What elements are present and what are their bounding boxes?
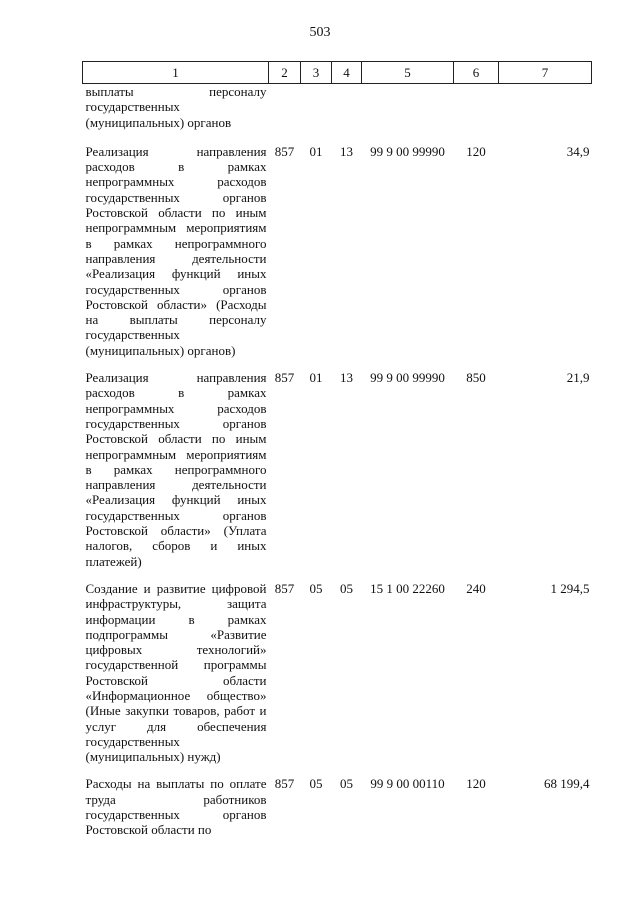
header-col-6: 6 xyxy=(454,62,499,84)
row-section-code: 05 xyxy=(309,776,323,792)
row-amount: 34,9 xyxy=(566,143,590,159)
row-subsection-code: 13 xyxy=(340,370,353,386)
budget-table xyxy=(82,61,592,850)
row-section-code: 01 xyxy=(309,370,323,386)
row-target-code: 99 9 00 00110 xyxy=(370,776,445,792)
row-expense-type: 120 xyxy=(466,143,486,159)
row-amount: 1 294,5 xyxy=(550,580,590,596)
row-section-code: 05 xyxy=(309,580,323,596)
header-col-2: 2 xyxy=(269,62,301,84)
row-target-code xyxy=(362,84,454,144)
page-number: 503 xyxy=(309,25,331,40)
row-expense-type: 120 xyxy=(466,776,486,792)
header-col-3: 3 xyxy=(301,62,332,84)
row-expense-type: 850 xyxy=(466,370,486,386)
header-col-4: 4 xyxy=(332,62,362,84)
row-section-code xyxy=(301,84,332,144)
row-admin-code: 857 xyxy=(274,580,295,596)
row-description: Реализация направления расходов в рамках непрограммных расходов государственных органов Ростовской области по иным непрограммным мероприятиям в рамках непрограммного направления деятельности «Реализация функций иных государственных органов Ростовской области» (Расходы на выплаты персоналу государственных (муниципальных) органов) xyxy=(85,143,267,358)
row-subsection-code: 13 xyxy=(340,143,353,159)
row-admin-code xyxy=(269,84,301,144)
table-row xyxy=(83,144,592,370)
row-description: Реализация направления расходов в рамках непрограммных расходов государственных органов Ростовской области по иным непрограммным мероприятиям в рамках непрограммного направления деятельности «Реализация функций иных государственных органов Ростовской области» (Уплата налогов, сборов и иных платежей) xyxy=(85,370,267,569)
row-expense-type xyxy=(454,84,499,144)
row-subsection-code xyxy=(332,84,362,144)
table-row xyxy=(83,776,592,849)
row-admin-code: 857 xyxy=(274,370,295,386)
row-target-code: 99 9 00 99990 xyxy=(370,143,445,159)
row-amount xyxy=(499,84,592,144)
row-admin-code: 857 xyxy=(274,143,295,159)
header-col-5: 5 xyxy=(362,62,454,84)
row-target-code: 99 9 00 99990 xyxy=(370,370,445,386)
row-expense-type: 240 xyxy=(466,580,486,596)
table-row xyxy=(83,581,592,777)
row-subsection-code: 05 xyxy=(340,776,353,792)
header-col-1: 1 xyxy=(83,62,269,84)
table-row xyxy=(83,84,592,144)
row-admin-code: 857 xyxy=(274,776,295,792)
row-section-code: 01 xyxy=(309,143,323,159)
row-description: Создание и развитие цифровой инфраструктуры, защита информации в рамках подпрограммы «Развитие цифровых технологий» государственной программы Ростовской области «Информационное общество» (Иные закупки товаров, работ и услуг для обеспечения государственных (муниципальных) нужд) xyxy=(85,580,267,765)
row-subsection-code: 05 xyxy=(340,580,353,596)
row-target-code: 15 1 00 22260 xyxy=(370,580,445,596)
row-description: Расходы на выплаты по оплате труда работников государственных органов Ростовской области по xyxy=(85,776,267,838)
table-header-row xyxy=(83,62,592,84)
table-row xyxy=(83,370,592,581)
row-description: выплаты персоналу государственных (муниципальных) органов xyxy=(85,84,267,130)
header-col-7: 7 xyxy=(499,62,592,84)
row-amount: 68 199,4 xyxy=(544,776,590,792)
row-amount: 21,9 xyxy=(566,370,590,386)
